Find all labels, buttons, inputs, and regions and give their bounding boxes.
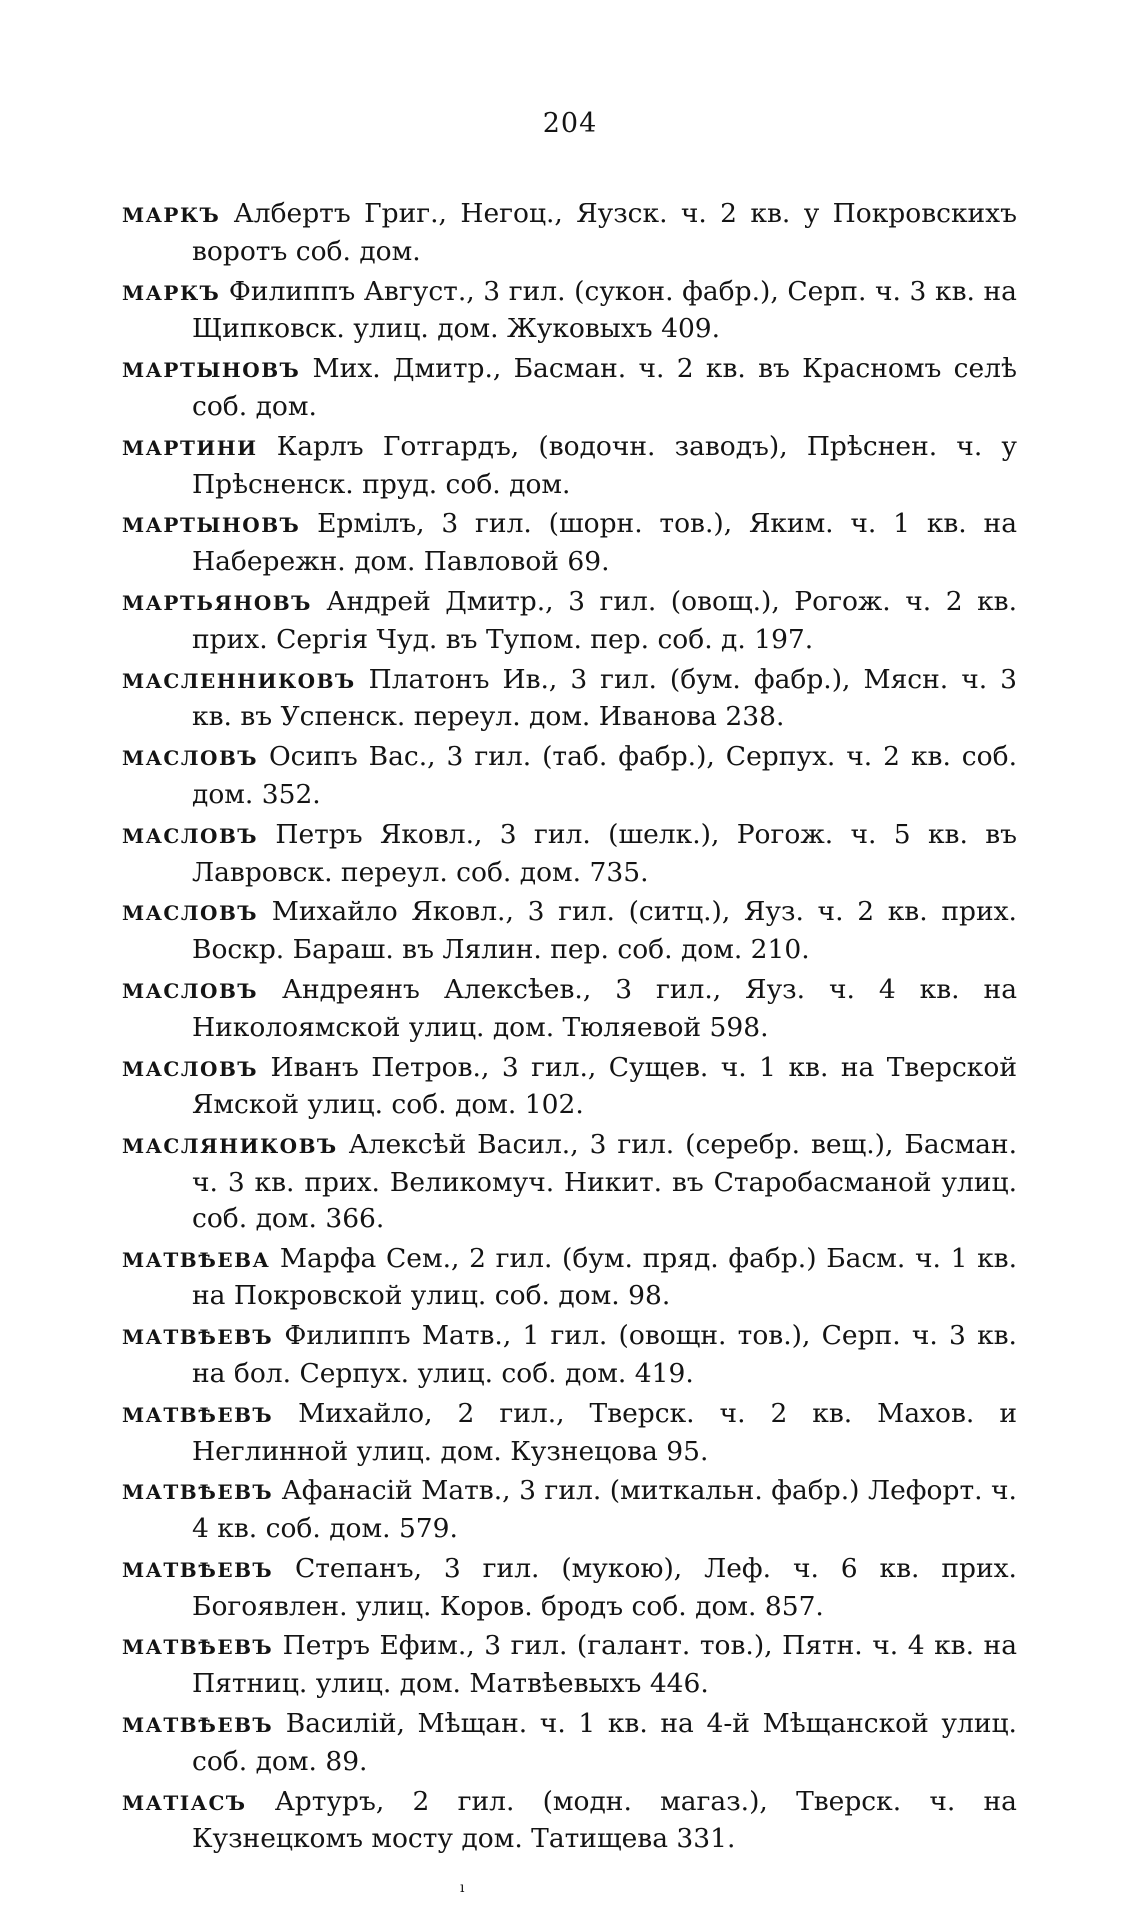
entry-surname: МАСЛОВЪ [122, 1056, 258, 1081]
entry-surname: МАСЛОВЪ [122, 823, 258, 848]
directory-entry [122, 894, 1017, 968]
directory-entry [122, 1551, 1017, 1625]
entry-text: Филиппъ Август., 3 гил. (сукон. фабр.), Серп. ч. 3 кв. на Щипковск. улиц. дом. Жуковыхъ 409. [192, 275, 1017, 345]
entry-text: Иванъ Петров., 3 гил., Сущев. ч. 1 кв. на Тверской Ямской улиц. соб. дом. 102. [192, 1051, 1017, 1121]
entry-text: Артуръ, 2 гил. (модн. магаз.), Тверск. ч. на Кузнецкомъ мосту дом. Татищева 331. [192, 1785, 1017, 1855]
directory-entry [122, 972, 1017, 1046]
entry-surname: МАРТЬЯНОВЪ [122, 590, 312, 615]
entry-text: Андреянъ Алексѣев., 3 гил., Яуз. ч. 4 кв. на Николоямской улиц. дом. Тюляевой 598. [192, 973, 1017, 1043]
directory-entry [122, 817, 1017, 891]
entry-surname: МАТВѢЕВЪ [122, 1325, 274, 1350]
entry-text: Петръ Яковл., 3 гил. (шелк.), Рогож. ч. 5 кв. въ Лавровск. переул. соб. дом. 735. [192, 818, 1017, 888]
print-mark: ı [460, 1880, 465, 1896]
directory-entry [122, 429, 1017, 503]
directory-entry [122, 1050, 1017, 1124]
entry-surname: МАТВѢЕВА [122, 1247, 271, 1272]
directory-entry [122, 662, 1017, 736]
entry-text: Андрей Дмитр., 3 гил. (овощ.), Рогож. ч. 2 кв. прих. Сергія Чуд. въ Тупом. пер. соб. д. 197. [192, 585, 1017, 655]
entry-surname: МАРТЫНОВЪ [122, 513, 301, 538]
entry-surname: МАТВѢЕВЪ [122, 1402, 274, 1427]
entry-surname: МАРТЫНОВЪ [122, 358, 301, 383]
directory-entry [122, 1241, 1017, 1315]
entry-text: Михайло Яковл., 3 гил. (ситц.), Яуз. ч. 2 кв. прих. Воскр. Бараш. въ Лялин. пер. соб. дом. 210. [192, 896, 1017, 966]
directory-entries [122, 196, 1017, 1861]
entry-surname: МАСЛОВЪ [122, 746, 258, 771]
entry-text: Карлъ Готгардъ, (водочн. заводъ), Прѣснен. ч. у Прѣсненск. пруд. соб. дом. [192, 430, 1017, 500]
entry-surname: МАТВѢЕВЪ [122, 1480, 274, 1505]
entry-text: Осипъ Вас., 3 гил. (таб. фабр.), Серпух. ч. 2 кв. соб. дом. 352. [192, 741, 1017, 810]
entry-surname: МАТВѢЕВЪ [122, 1557, 274, 1582]
directory-entry [122, 1396, 1017, 1470]
entry-surname: МАСЛЯНИКОВЪ [122, 1134, 338, 1159]
entry-surname: МАТІАСЪ [122, 1790, 247, 1815]
entry-surname: МАСЛОВЪ [122, 978, 258, 1003]
entry-text: Мих. Дмитр., Басман. ч. 2 кв. въ Красномъ селѣ соб. дом. [192, 353, 1017, 422]
entry-text: Петръ Ефим., 3 гил. (галант. тов.), Пятн. ч. 4 кв. на Пятниц. улиц. дом. Матвѣевыхъ 446. [192, 1630, 1017, 1700]
entry-text: Албертъ Григ., Негоц., Яузск. ч. 2 кв. у Покровскихъ воротъ соб. дом. [192, 198, 1017, 267]
entry-text: Алексѣй Васил., 3 гил. (серебр. вещ.), Басман. ч. 3 кв. прих. Великомуч. Никит. въ Старобасманой улиц. соб. дом. 366. [192, 1129, 1017, 1234]
directory-entry [122, 1127, 1017, 1236]
entry-surname: МАРКЪ [122, 280, 221, 305]
page-number: 204 [542, 108, 598, 139]
entry-text: Афанасій Матв., 3 гил. (миткальн. фабр.) Лефорт. ч. 4 кв. соб. дом. 579. [192, 1475, 1017, 1545]
entry-surname: МАСЛОВЪ [122, 901, 258, 926]
directory-entry [122, 1784, 1017, 1858]
entry-text: Ермілъ, 3 гил. (шорн. тов.), Яким. ч. 1 кв. на Набережн. дом. Павловой 69. [192, 508, 1017, 578]
entry-text: Степанъ, 3 гил. (мукою), Леф. ч. 6 кв. прих. Богоявлен. улиц. Коров. бродъ соб. дом. 857. [192, 1552, 1017, 1622]
directory-entry [122, 1318, 1017, 1392]
directory-entry [122, 196, 1017, 270]
directory-entry [122, 584, 1017, 658]
entry-text: Михайло, 2 гил., Тверск. ч. 2 кв. Махов. и Неглинной улиц. дом. Кузнецова 95. [192, 1397, 1017, 1467]
entry-surname: МАТВѢЕВЪ [122, 1713, 274, 1738]
entry-surname: МАРТИНИ [122, 435, 258, 460]
entry-surname: МАТВѢЕВЪ [122, 1635, 274, 1660]
directory-entry [122, 506, 1017, 580]
directory-entry [122, 1473, 1017, 1547]
entry-text: Василій, Мѣщан. ч. 1 кв. на 4-й Мѣщанской улиц. соб. дом. 89. [192, 1708, 1017, 1777]
entry-surname: МАРКЪ [122, 203, 221, 227]
directory-entry [122, 1706, 1017, 1780]
directory-entry [122, 274, 1017, 348]
directory-entry [122, 739, 1017, 813]
directory-entry [122, 351, 1017, 425]
directory-entry [122, 1628, 1017, 1702]
entry-text: Филиппъ Матв., 1 гил. (овощн. тов.), Серп. ч. 3 кв. на бол. Серпух. улиц. соб. дом. 419. [192, 1320, 1017, 1389]
entry-surname: МАСЛЕННИКОВЪ [122, 668, 356, 693]
entry-text: Марфа Сем., 2 гил. (бум. пряд. фабр.) Басм. ч. 1 кв. на Покровской улиц. соб. дом. 98. [192, 1242, 1017, 1312]
entry-text: Платонъ Ив., 3 гил. (бум. фабр.), Мясн. ч. 3 кв. въ Успенск. переул. дом. Иванова 238. [192, 663, 1017, 733]
